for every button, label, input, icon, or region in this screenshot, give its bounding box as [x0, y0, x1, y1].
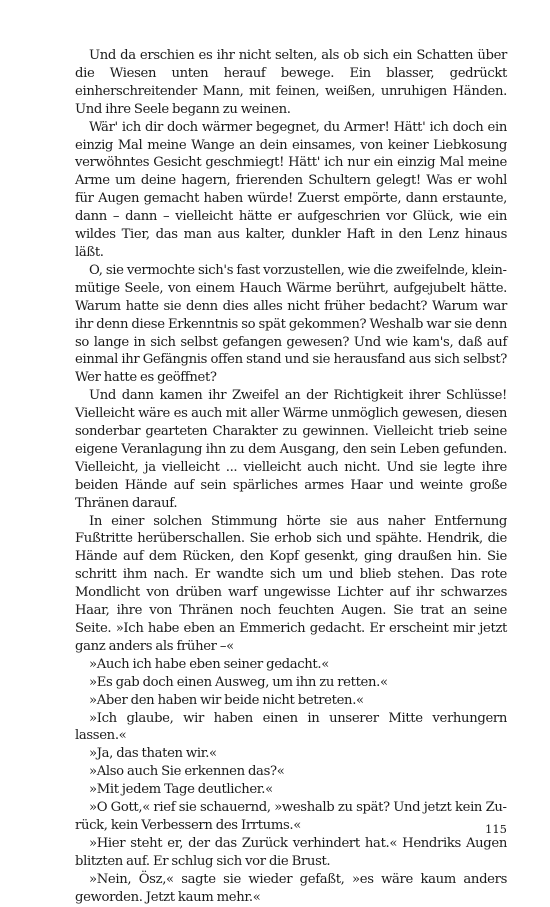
dialogue-line: »Auch ich habe eben seiner gedacht.« [89, 656, 329, 672]
dialogue-line: »Ja, das thaten wir.« [89, 746, 217, 762]
dialogue-line: »Hier steht er, der das Zurück verhindert hat.« Hendriks Augen blitzten auf. Er schlug sich vor die Brust. [75, 835, 507, 869]
paragraph: In einer solchen Stimmung hörte sie aus naher Entfernung Fußtritte herüberschallen. Sie erhob sich und spähte. Hendrik, die Hände auf dem Rücken, den Kopf gesenkt, ging draußen hin. Sie schritt ihm nach. Er wandte sich um und blieb stehen. Das rote Mondlicht von drüben warf ungewisse Lichter auf ihr schwarzes Haar, ihre von Thränen noch feuchten Augen. Sie trat an seine Seite. »Ich habe eben an Emmerich gedacht. Er erscheint mir jetzt ganz anders als früher –« [75, 513, 507, 654]
dialogue-line: »Ich glaube, wir haben einen in unserer Mitte verhungern lassen.« [75, 710, 507, 744]
dialogue-line: »Also auch Sie erkennen das?« [89, 764, 285, 780]
page-number: 115 [485, 822, 507, 836]
paragraph: Und dann kamen ihr Zweifel an der Richtigkeit ihrer Schlüsse! Vielleicht wäre es auch mit aller Wärme unmöglich gewesen, diesen sonderbar gearteten Charakter zu gewinnen. Vielleicht trieb seine eigene Veranlagung ihn zu dem Ausgang, den sein Leben gefunden. Vielleicht, ja vielleicht ... vielleicht auch nicht. Und sie legte ihre beiden Hände auf sein spärliches armes Haar und weinte große Thränen darauf. [75, 388, 507, 511]
dialogue-line: »O Gott,« rief sie schauernd, »weshalb zu spät? Und jetzt kein Zurück, kein Verbessern des Irrtums.« [75, 800, 507, 833]
paragraph: O, sie vermochte sich's fast vorzustellen, wie die zweifelnde, kleinmütige Seele, von einem Hauch Wärme berührt, aufgejubelt hätte. Warum hatte sie denn dies alles nicht früher bedacht? Warum war ihr denn diese Erkenntnis so spät gekommen? Weshalb war sie denn so lange in sich selbst gefangen gewesen? Und wie kam's, daß auf einmal ihr Gefängnis offen stand und sie herausfand aus sich selbst? Wer hatte es geöffnet? [75, 262, 507, 386]
paragraph: Wär' ich dir doch wärmer begegnet, du Armer! Hätt' ich doch ein einzig Mal meine Wange an dein einsames, von keiner Liebkosung verwöhntes Gesicht geschmiegt! Hätt' ich nur ein einzig Mal meine Arme um deine hagern, frierenden Schultern gelegt! Was er wohl für Augen gemacht haben würde! Zuerst empörte, dann erstaunte, dann – dann – vielleicht hätte er aufgeschrien vor Glück, wie ein wildes Tier, das man aus kalter, dunkler Haft in den Lenz hinaus läßt. [75, 119, 507, 260]
dialogue-line: »Aber den haben wir beide nicht betreten.« [89, 692, 364, 708]
dialogue-line: »Nein, Ösz,« sagte sie wieder gefaßt, »es wäre kaum anders geworden. Jetzt kaum mehr.« [75, 871, 507, 905]
dialogue-line: »Mit jedem Tage deutlicher.« [89, 782, 273, 798]
dialogue-line: »Es gab doch einen Ausweg, um ihn zu retten.« [89, 674, 388, 690]
paragraph: Und da erschien es ihr nicht selten, als ob sich ein Schatten über die Wiesen unten herauf bewege. Ein blasser, gedrückt einherschreitender Mann, mit feinen, weißen, unruhigen Händen. Und ihre Seele begann zu weinen. [75, 48, 507, 117]
book-page-text [75, 47, 507, 907]
